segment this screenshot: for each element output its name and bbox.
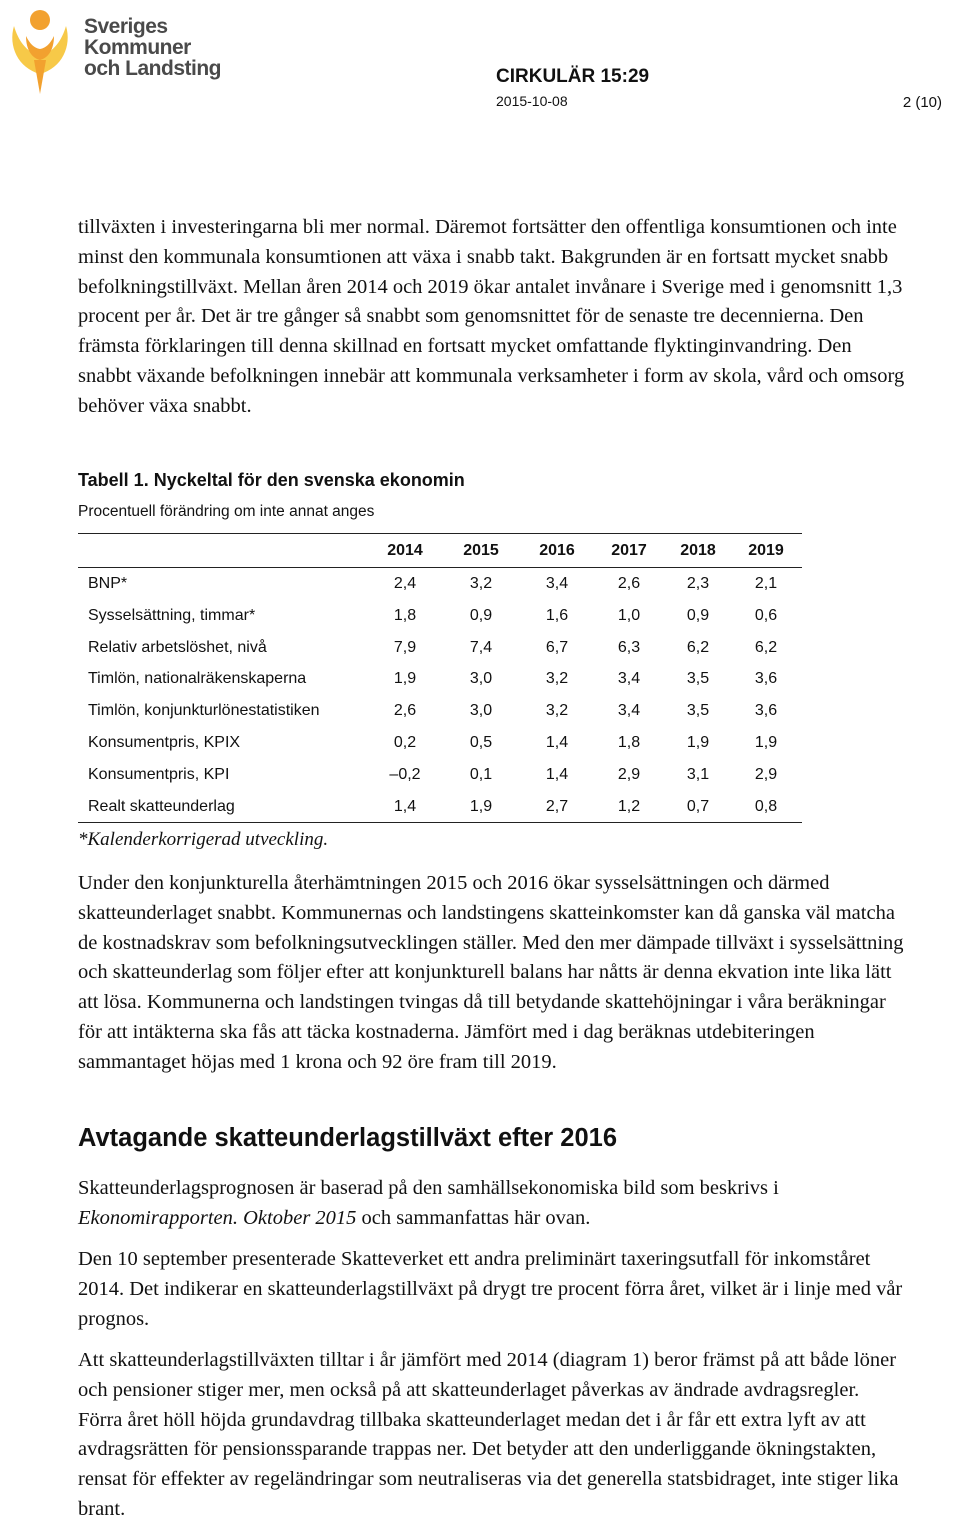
- logo-line-3: och Landsting: [84, 57, 221, 80]
- table-cell: 1,8: [393, 606, 417, 624]
- table-row: [78, 727, 802, 759]
- table-cell: 3,6: [754, 702, 778, 720]
- table-cell: 6,7: [545, 638, 569, 656]
- row-label: Konsumentpris, KPIX: [88, 733, 241, 751]
- table-row: [78, 600, 802, 632]
- page-number: 2 (10): [902, 94, 942, 111]
- key-figures-table: [78, 533, 802, 823]
- report-reference: Ekonomirapporten. Oktober 2015: [78, 1206, 357, 1229]
- table-body: [78, 568, 802, 823]
- table-cell: 6,3: [617, 638, 641, 656]
- table-cell: 0,5: [469, 733, 493, 751]
- table-cell: 1,6: [545, 606, 569, 624]
- row-label: Timlön, nationalräkenskaperna: [88, 670, 307, 688]
- table-row: [78, 759, 802, 791]
- table-cell: 2,3: [686, 575, 710, 592]
- logo: [4, 6, 219, 96]
- column-header: 2014: [387, 542, 423, 559]
- row-label: BNP*: [88, 575, 128, 592]
- column-header: 2015: [463, 542, 499, 559]
- table-cell: 1,9: [754, 733, 778, 751]
- row-label: Sysselsättning, timmar*: [88, 606, 256, 624]
- table-cell: 3,2: [545, 670, 569, 688]
- logo-line-2: Kommuner: [84, 36, 191, 59]
- table-cell: 0,9: [469, 606, 493, 624]
- table-cell: 3,2: [469, 575, 493, 592]
- table-cell: 1,0: [617, 606, 641, 624]
- table-cell: 2,6: [393, 702, 417, 720]
- row-label: Konsumentpris, KPI: [88, 765, 230, 783]
- paragraph-2: Under den konjunkturella återhämtningen 2015 och 2016 ökar sysselsättningen och därmed skatteunderlaget snabbt. Kommunernas och landstingens skatteinkomster kan då ganska väl matcha de kostnadskrav som befolkningsutvecklingen ställer. Med den mer dämpade tillväxt i sysselsättning och skatteunderlag som följer efter att konjunkturell balans har nåtts är denna ekvation inte lika lätt att lösa. Kommunerna och landstingen tvingas då till betydande skattehöjningar i våra beräkningar för att intäkterna ska fås att täcka kostnaderna. Jämfört med i dag beräknas utdebiteringen sammantaget höjas med 1 krona och 92 öre fram till 2019.: [78, 872, 904, 1073]
- table-cell: 0,8: [754, 797, 778, 815]
- table-cell: 3,4: [545, 575, 569, 592]
- section-heading: Avtagande skatteunderlagstillväxt efter 2016: [78, 1124, 618, 1152]
- table-cell: –0,2: [389, 765, 421, 783]
- column-header: 2017: [611, 542, 647, 559]
- paragraph-4: Den 10 september presenterade Skatteverket ett andra preliminärt taxeringsutfall för inkomståret 2014. Det indikerar en skatteunderlagstillväxt på drygt tre procent förra året, vilket är i linje med vår prognos.: [78, 1248, 903, 1330]
- circular-number: CIRKULÄR 15:29: [496, 66, 650, 87]
- paragraph-1: tillväxten i investeringarna bli mer normal. Däremot fortsätter den offentliga konsumtionen och inte minst den kommunala konsumtionen att växa i snabb takt. Bakgrunden är en fortsatt mycket snabb befolkningstillväxt. Mellan åren 2014 och 2019 ökar antalet invånare i Sverige med i genomsnitt 1,3 procent per år. Det är tre gånger så snabbt som genomsnittet för de senaste tre decennierna. Den främsta förklaringen till denna skillnad en fortsatt mycket omfattande flyktinginvandring. Den snabbt växande befolkningen innebär att kommunala verksamheter i form av skola, vård och omsorg behöver växa snabbt.: [78, 216, 905, 417]
- table-cell: 1,4: [545, 733, 569, 751]
- table-subtitle: Procentuell förändring om inte annat anges: [78, 503, 375, 520]
- table-cell: 1,9: [393, 670, 417, 688]
- table-row: [78, 791, 802, 824]
- table-cell: 3,4: [617, 670, 641, 688]
- logo-mark-icon: [4, 6, 76, 96]
- table-cell: 0,6: [754, 606, 778, 624]
- table-cell: 7,4: [469, 638, 493, 656]
- table-cell: 3,0: [469, 702, 493, 720]
- table-cell: 1,9: [469, 797, 493, 815]
- table-cell: 6,2: [754, 638, 778, 656]
- table-title: Tabell 1. Nyckeltal för den svenska ekonomin: [78, 470, 465, 490]
- paragraph-3-start: Skatteunderlagsprognosen är baserad på den samhällsekonomiska bild som beskrivs i: [78, 1177, 779, 1199]
- table-cell: 2,9: [617, 765, 641, 783]
- table-cell: 1,9: [686, 733, 710, 751]
- table-cell: 2,6: [617, 575, 641, 592]
- paragraph-3-end: och sammanfattas här ovan.: [356, 1206, 591, 1229]
- table-cell: 0,2: [393, 733, 417, 751]
- column-header: 2018: [680, 542, 716, 559]
- logo-line-1: Sveriges: [84, 15, 168, 38]
- table-cell: 3,1: [686, 765, 710, 783]
- row-label: Relativ arbetslöshet, nivå: [88, 638, 267, 656]
- table-cell: 3,2: [545, 702, 569, 720]
- table-cell: 1,4: [393, 797, 417, 815]
- table-row: [78, 568, 802, 600]
- table-cell: 7,9: [393, 638, 417, 656]
- table-cell: 2,1: [754, 575, 778, 592]
- row-label: Timlön, konjunkturlönestatistiken: [88, 702, 320, 720]
- table-cell: 3,5: [686, 702, 710, 720]
- table-cell: 6,2: [686, 638, 710, 656]
- table-cell: 1,4: [545, 765, 569, 783]
- table-row: [78, 632, 802, 664]
- table-cell: 2,7: [545, 797, 569, 815]
- column-header: 2016: [539, 542, 575, 559]
- table-row: [78, 695, 802, 727]
- table-cell: 3,6: [754, 670, 778, 688]
- row-label: Realt skatteunderlag: [88, 797, 235, 815]
- column-header: 2019: [748, 542, 784, 559]
- table-cell: 1,2: [617, 797, 641, 815]
- table-header-row: [78, 533, 802, 568]
- paragraph-5: Att skatteunderlagstillväxten tilltar i år jämfört med 2014 (diagram 1) beror främst på att både löner och pensioner stiger mer, men också på att skatteunderlaget påverkas av ändrade avdragsregler. Förra året höll höjda grundavdrag tillbaka skatteunderlaget medan det i år får ett extra lyft av att avdragsrätten för pensionssparande trappas ner. Det betyder att den underliggande ökningstakten, rensat för effekter av regeländringar som neutraliseras via det generella statsbidraget, inte stiger lika brant.: [78, 1349, 899, 1520]
- table-cell: 3,0: [469, 670, 493, 688]
- table-row: [78, 663, 802, 695]
- table-cell: 0,9: [686, 606, 710, 624]
- table-cell: 3,5: [686, 670, 710, 688]
- table-footnote: *Kalenderkorrigerad utveckling.: [78, 829, 329, 850]
- table-cell: 0,7: [686, 797, 710, 815]
- table-cell: 2,4: [393, 575, 417, 592]
- paragraph-3: [78, 1174, 908, 1234]
- logo-wordmark: [84, 16, 221, 79]
- table-cell: 2,9: [754, 765, 778, 783]
- circular-date: 2015-10-08: [496, 93, 568, 109]
- table-cell: 1,8: [617, 733, 641, 751]
- table-cell: 3,4: [617, 702, 641, 720]
- table-cell: 0,1: [469, 765, 493, 783]
